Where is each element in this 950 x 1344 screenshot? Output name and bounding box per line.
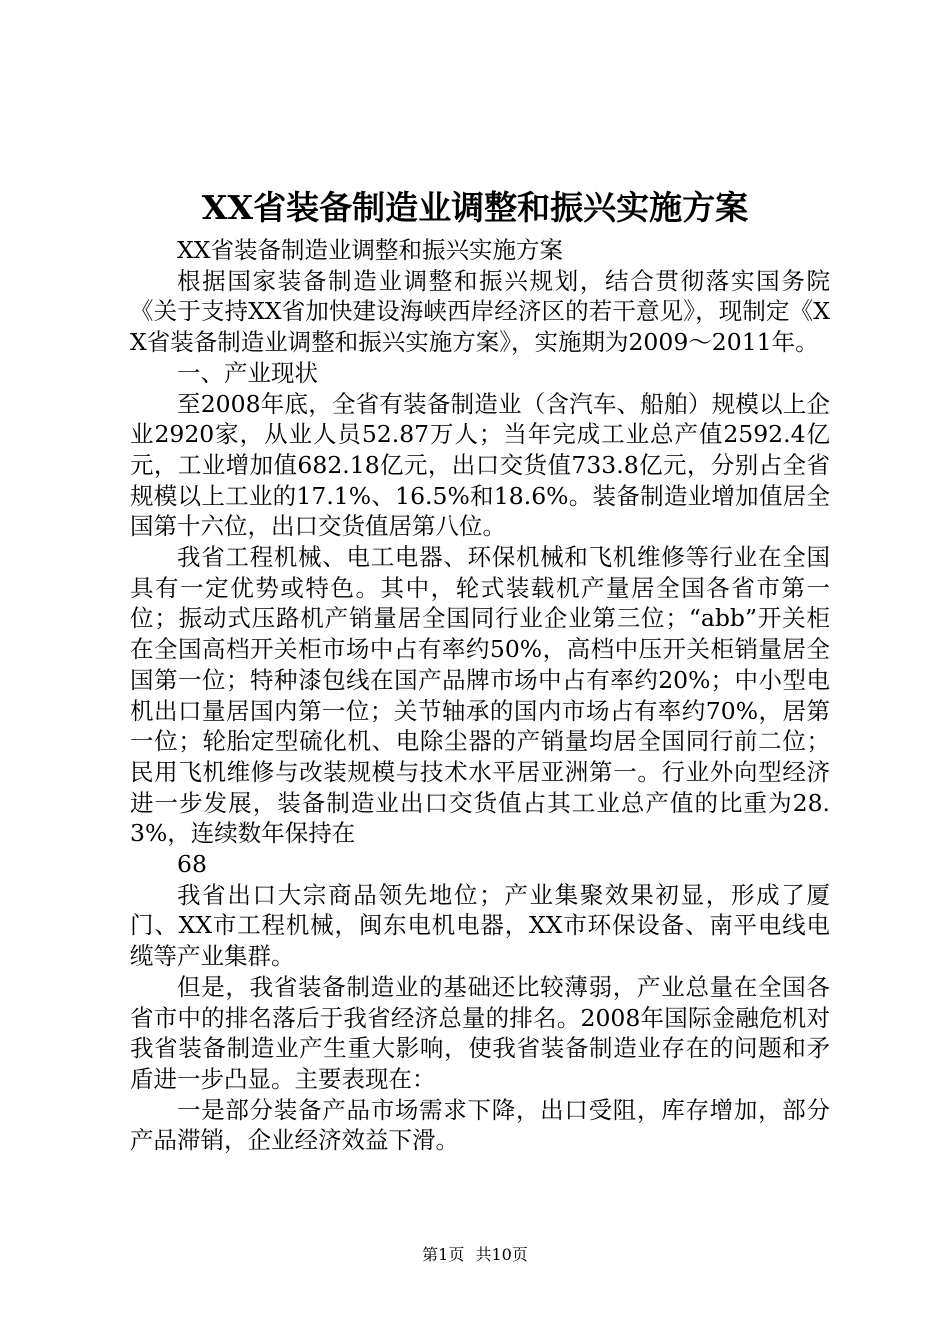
paragraph-status: 至2008年底，全省有装备制造业（含汽车、船舶）规模以上企业2920家，从业人员52.87万人；当年完成工业总产值2592.4亿元，工业增加值682.18亿元，出口交货值733.8亿元，分别占全省规模以上工业的17.1%、16.5%和18.6%。装备制造业增加值居全国第十六位，出口交货值居第八位。 (130, 389, 830, 541)
paragraph-intro: 根据国家装备制造业调整和振兴规划，结合贯彻落实国务院《关于支持XX省加快建设海峡西岸经济区的若干意见》，现制定《XX省装备制造业调整和振兴实施方案》，实施期为2009～2011年。 (130, 266, 830, 357)
page-footer (0, 1242, 950, 1265)
paragraph-subtitle: XX省装备制造业调整和振兴实施方案 (177, 236, 563, 264)
document-title: XX省装备制造业调整和振兴实施方案 (201, 188, 749, 227)
paragraph-issue-one: 一是部分装备产品市场需求下降，出口受阻，库存增加，部分产品滞销，企业经济效益下滑。 (130, 1095, 830, 1155)
page-total: 共10页 (475, 1245, 528, 1264)
page-number: 第1页 (422, 1245, 465, 1264)
paragraph-weakness: 但是，我省装备制造业的基础还比较薄弱，产业总量在全国各省市中的排名落后于我省经济总量的排名。2008年国际金融危机对我省装备制造业产生重大影响，使我省装备制造业存在的问题和矛盾进一步凸显。主要表现在： (130, 972, 830, 1093)
document-body (130, 235, 830, 1156)
paragraph-advantages: 我省工程机械、电工电器、环保机械和飞机维修等行业在全国具有一定优势或特色。其中，轮式装载机产量居全国各省市第一位；振动式压路机产销量居全国同行业企业第三位；“abb”开关柜在全国高档开关柜市场中占有率约50%，高档中压开关柜销量居全国第一位；特种漆包线在国产品牌市场中占有率约20%；中小型电机出口量居国内第一位；关节轴承的国内市场占有率约70%，居第一位；轮胎定型硫化机、电除尘器的产销量均居全国同行前二位；民用飞机维修与改装规模与技术水平居亚洲第一。行业外向型经济进一步发展，装备制造业出口交货值占其工业总产值的比重为28.3%，连续数年保持在 (130, 543, 830, 848)
section-heading: 一、产业现状 (177, 358, 318, 387)
paragraph-clusters: 我省出口大宗商品领先地位；产业集聚效果初显，形成了厦门、XX市工程机械，闽东电机电器，XX市环保设备、南平电线电缆等产业集群。 (130, 880, 830, 971)
paragraph-number: 68 (177, 850, 207, 879)
